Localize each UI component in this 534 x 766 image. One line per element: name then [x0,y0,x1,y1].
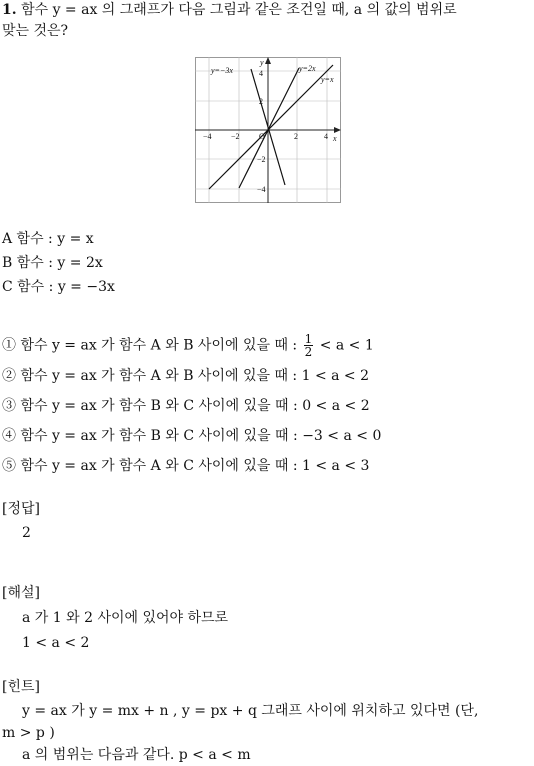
choice-3-mark: ③ [2,398,16,414]
question-text: 함수 y = ax 의 그래프가 다음 그림과 같은 조건일 때, a 의 값의 범위로 [21,2,457,18]
choice-1-fraction [304,333,314,358]
choice-5-text: 함수 y = ax 가 함수 A 와 C 사이에 있을 때 : 1 < a < 3 [20,458,370,474]
choice-1-tail: < a < 1 [319,337,374,354]
choice-3[interactable] [2,396,370,416]
fraction-denominator: 2 [304,345,313,359]
choice-1-text: 함수 y = ax 가 함수 A 와 B 사이에 있을 때 : [20,337,298,354]
answer-value: 2 [22,525,31,541]
y-axis-label: y [260,58,264,67]
origin-label: O [259,132,265,141]
explanation-line-1: a 가 1 와 2 사이에 있어야 하므로 [22,610,229,626]
choice-3-text: 함수 y = ax 가 함수 B 와 C 사이에 있을 때 : 0 < a < 2 [20,398,370,414]
question-number: 1. [2,2,17,18]
label-y-2x: y=2x [299,64,316,73]
choice-4-text: 함수 y = ax 가 함수 B 와 C 사이에 있을 때 : −3 < a < 0 [20,428,382,444]
choice-5-mark: ⑤ [2,458,16,474]
choice-2-mark: ② [2,368,16,384]
hint-heading: [힌트] [2,679,40,695]
choice-2-text: 함수 y = ax 가 함수 A 와 B 사이에 있을 때 : 1 < a < 2 [20,368,370,384]
function-a: A 함수 : y = x [2,231,94,247]
label-y-neg3x: y=−3x [211,66,233,75]
tick-y-2: 2 [259,97,263,106]
question-line-1 [2,0,457,20]
question-line-2: 맞는 것은? [2,23,69,39]
label-y-x: y=x [321,75,334,84]
choice-4[interactable] [2,426,381,446]
hint-line-1: y = ax 가 y = mx + n , y = px + q 그래프 사이에 위치하고 있다면 (단, [22,703,479,719]
function-graph [195,57,341,203]
choice-1[interactable] [2,333,374,358]
tick-x-neg4: −4 [203,132,212,141]
choice-2[interactable] [2,366,369,386]
tick-y-4: 4 [259,69,263,78]
fraction-numerator: 1 [304,332,313,346]
choice-4-mark: ④ [2,428,16,444]
explanation-heading: [해설] [2,585,40,601]
x-axis-label: x [333,134,337,143]
explanation-line-2: 1 < a < 2 [22,635,90,651]
choice-1-mark: ① [2,337,16,354]
choice-5[interactable] [2,456,369,476]
tick-x-2: 2 [294,132,298,141]
tick-x-neg2: −2 [231,132,240,141]
function-b: B 함수 : y = 2x [2,255,103,271]
tick-y-neg4: −4 [257,185,266,194]
tick-y-neg2: −2 [257,155,266,164]
answer-heading: [정답] [2,501,40,517]
function-c: C 함수 : y = −3x [2,279,115,295]
hint-line-2: m > p ) [2,725,55,741]
hint-line-3: a 의 범위는 다음과 같다. p < a < m [22,747,251,763]
tick-x-4: 4 [324,132,328,141]
